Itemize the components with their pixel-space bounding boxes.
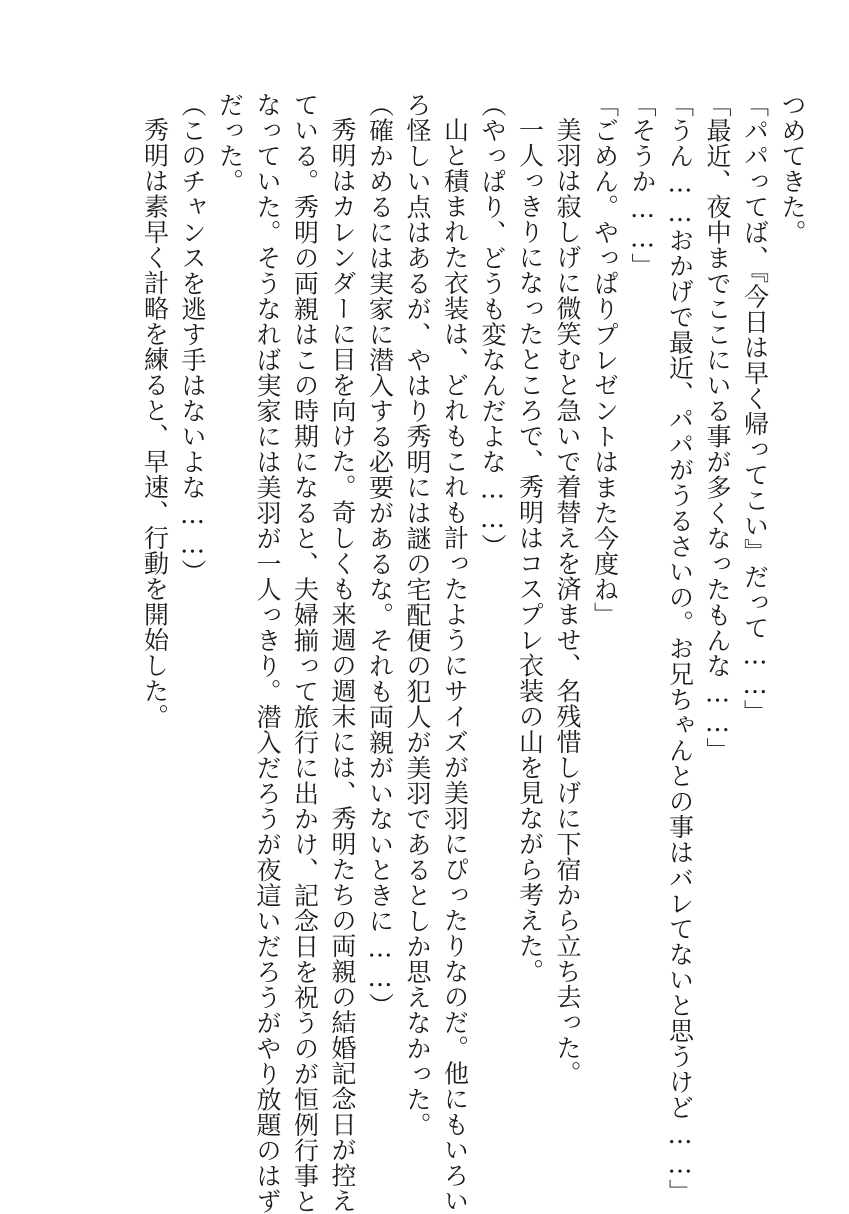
text-line: （このチャンスを逃す手はないよな……） bbox=[178, 92, 207, 585]
text-line: なっていた。そうなれば実家には美羽が一人っきり。潜入だろうが夜這いだろうがやり放題のはず bbox=[253, 92, 282, 1214]
text-line: 「うん……おかげで最近、パパがうるさいの。お兄ちゃんとの事はバレてないと思うけど……」 bbox=[665, 92, 695, 1205]
text-line: 一人っきりになったところで、秀明はコスプレ衣装の山を見ながら考えた。 bbox=[515, 117, 545, 984]
text-line: 山と積まれた衣装は、どれもこれも計ったようにサイズが美羽にぴったりなのだ。他にもいろい bbox=[440, 117, 470, 1214]
text-line: つめてきた。 bbox=[778, 92, 807, 245]
text-line: （確かめるには実家に潜入する必要があるな。それも両親がいないときに……） bbox=[365, 92, 395, 1018]
text-line: 「最近、夜中までここにいる事が多くなったもんな……」 bbox=[703, 92, 732, 763]
text-line: ている。秀明の両親はこの時期になると、夫婦揃って旅行に出かけ、記念日を祝うのが恒例行事と bbox=[290, 92, 320, 1214]
text-line: 美羽は寂しげに微笑むと急いで着替えを済ませ、名残惜しげに下宿から立ち去った。 bbox=[553, 117, 582, 1086]
text-line: ろ怪しい点はあるが、やはり秀明には謎の宅配便の犯人が美羽であるとしか思えなかった。 bbox=[403, 92, 432, 1138]
vertical-text-block bbox=[136, 92, 811, 1214]
text-line: 秀明は素早く計略を練ると、早速、行動を開始した。 bbox=[140, 117, 170, 729]
text-line: 「パパってば、『今日は早く帰ってこい』だって……」 bbox=[740, 92, 770, 725]
text-line: だった。 bbox=[215, 92, 245, 194]
text-line: （やっぱり、どうも変なんだよな……） bbox=[478, 92, 507, 559]
text-line: 「そうか……」 bbox=[628, 92, 657, 279]
text-line: 秀明はカレンダーに目を向けた。奇しくも来週の週末には、秀明たちの両親の結婚記念日が控え bbox=[328, 117, 357, 1214]
text-line: 「ごめん。やっぱりプレゼントはまた今度ね」 bbox=[590, 92, 620, 628]
